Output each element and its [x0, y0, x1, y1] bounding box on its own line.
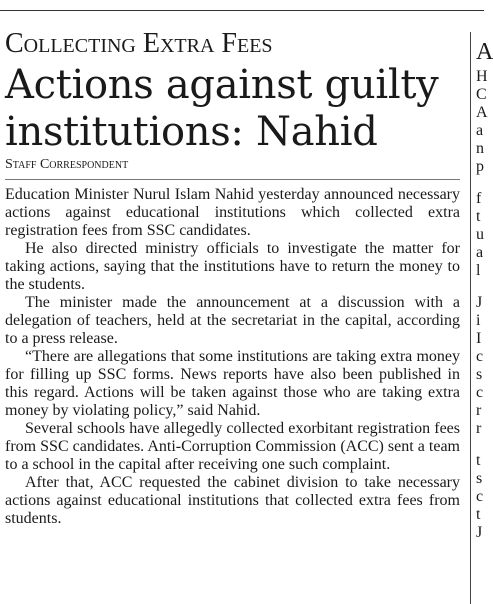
paragraph-1: Education Minister Nurul Islam Nahid yesterday announced necessary actions against educational institutions which collected extra registration fees from SSC candidates.: [5, 186, 460, 239]
paragraph-5: Several schools have allegedly collected exorbitant registration fees from SSC candidates. Anti-Corruption Commission (ACC) sent a team to a school in the capital after receiving one such complaint.: [5, 420, 460, 473]
adjacent-line-start: l: [476, 262, 481, 279]
adjacent-line-start: c: [476, 488, 484, 505]
headline: Actions against guilty institutions: Nahid: [5, 62, 439, 155]
adjacent-line-start: c: [476, 384, 484, 401]
byline-rule: [5, 179, 460, 180]
adjacent-line-start: a: [476, 244, 484, 261]
adjacent-gap: [476, 280, 490, 294]
paragraph-2: He also directed ministry officials to investigate the matter for taking actions, saying that the institutions have to return the money to the students.: [5, 240, 460, 293]
adjacent-line-start: J: [476, 294, 483, 311]
byline: Staff Correspondent: [5, 157, 129, 172]
paragraph-4: “There are allegations that some institutions are taking extra money for filling up SSC forms. News reports have also been published in this regard. Actions will be taken against those who are taking extra money by violating policy,” said Nahid.: [5, 348, 460, 419]
adjacent-gap: [476, 176, 490, 190]
adjacent-line-start: r: [476, 402, 482, 419]
news-article: [5, 28, 460, 528]
adjacent-line-start: A: [476, 104, 488, 121]
paragraph-6: After that, ACC requested the cabinet division to take necessary actions against educational institutions that collected extra fees from students.: [5, 474, 460, 527]
adjacent-line-start: r: [476, 420, 482, 437]
adjacent-line-start: J: [476, 524, 483, 541]
adjacent-line-start: f: [476, 190, 482, 207]
adjacent-line-start: i: [476, 312, 481, 329]
adjacent-line-start: C: [476, 86, 487, 103]
adjacent-line-start: u: [476, 226, 484, 243]
adjacent-line-start: p: [476, 158, 484, 175]
adjacent-line-start: n: [476, 140, 484, 157]
paragraph-3: The minister made the announcement at a discussion with a delegation of teachers, held at the secretariat in the capital, according to a press release.: [5, 294, 460, 347]
adjacent-headline-letter: A: [476, 39, 493, 65]
kicker: Collecting Extra Fees: [5, 28, 273, 59]
article-body: [5, 186, 460, 528]
adjacent-line-start: s: [476, 470, 483, 487]
adjacent-line-start: t: [476, 506, 481, 523]
adjacent-line-start: I: [476, 330, 482, 347]
adjacent-line-start: H: [476, 68, 488, 85]
adjacent-column-fragment: [476, 38, 493, 542]
column-divider: [470, 32, 471, 604]
adjacent-line-start: t: [476, 452, 481, 469]
top-rule: [0, 10, 484, 11]
adjacent-line-start: c: [476, 348, 484, 365]
adjacent-gap: [476, 438, 490, 452]
adjacent-line-start: s: [476, 366, 483, 383]
adjacent-line-start: a: [476, 122, 484, 139]
adjacent-line-start: t: [476, 208, 481, 225]
